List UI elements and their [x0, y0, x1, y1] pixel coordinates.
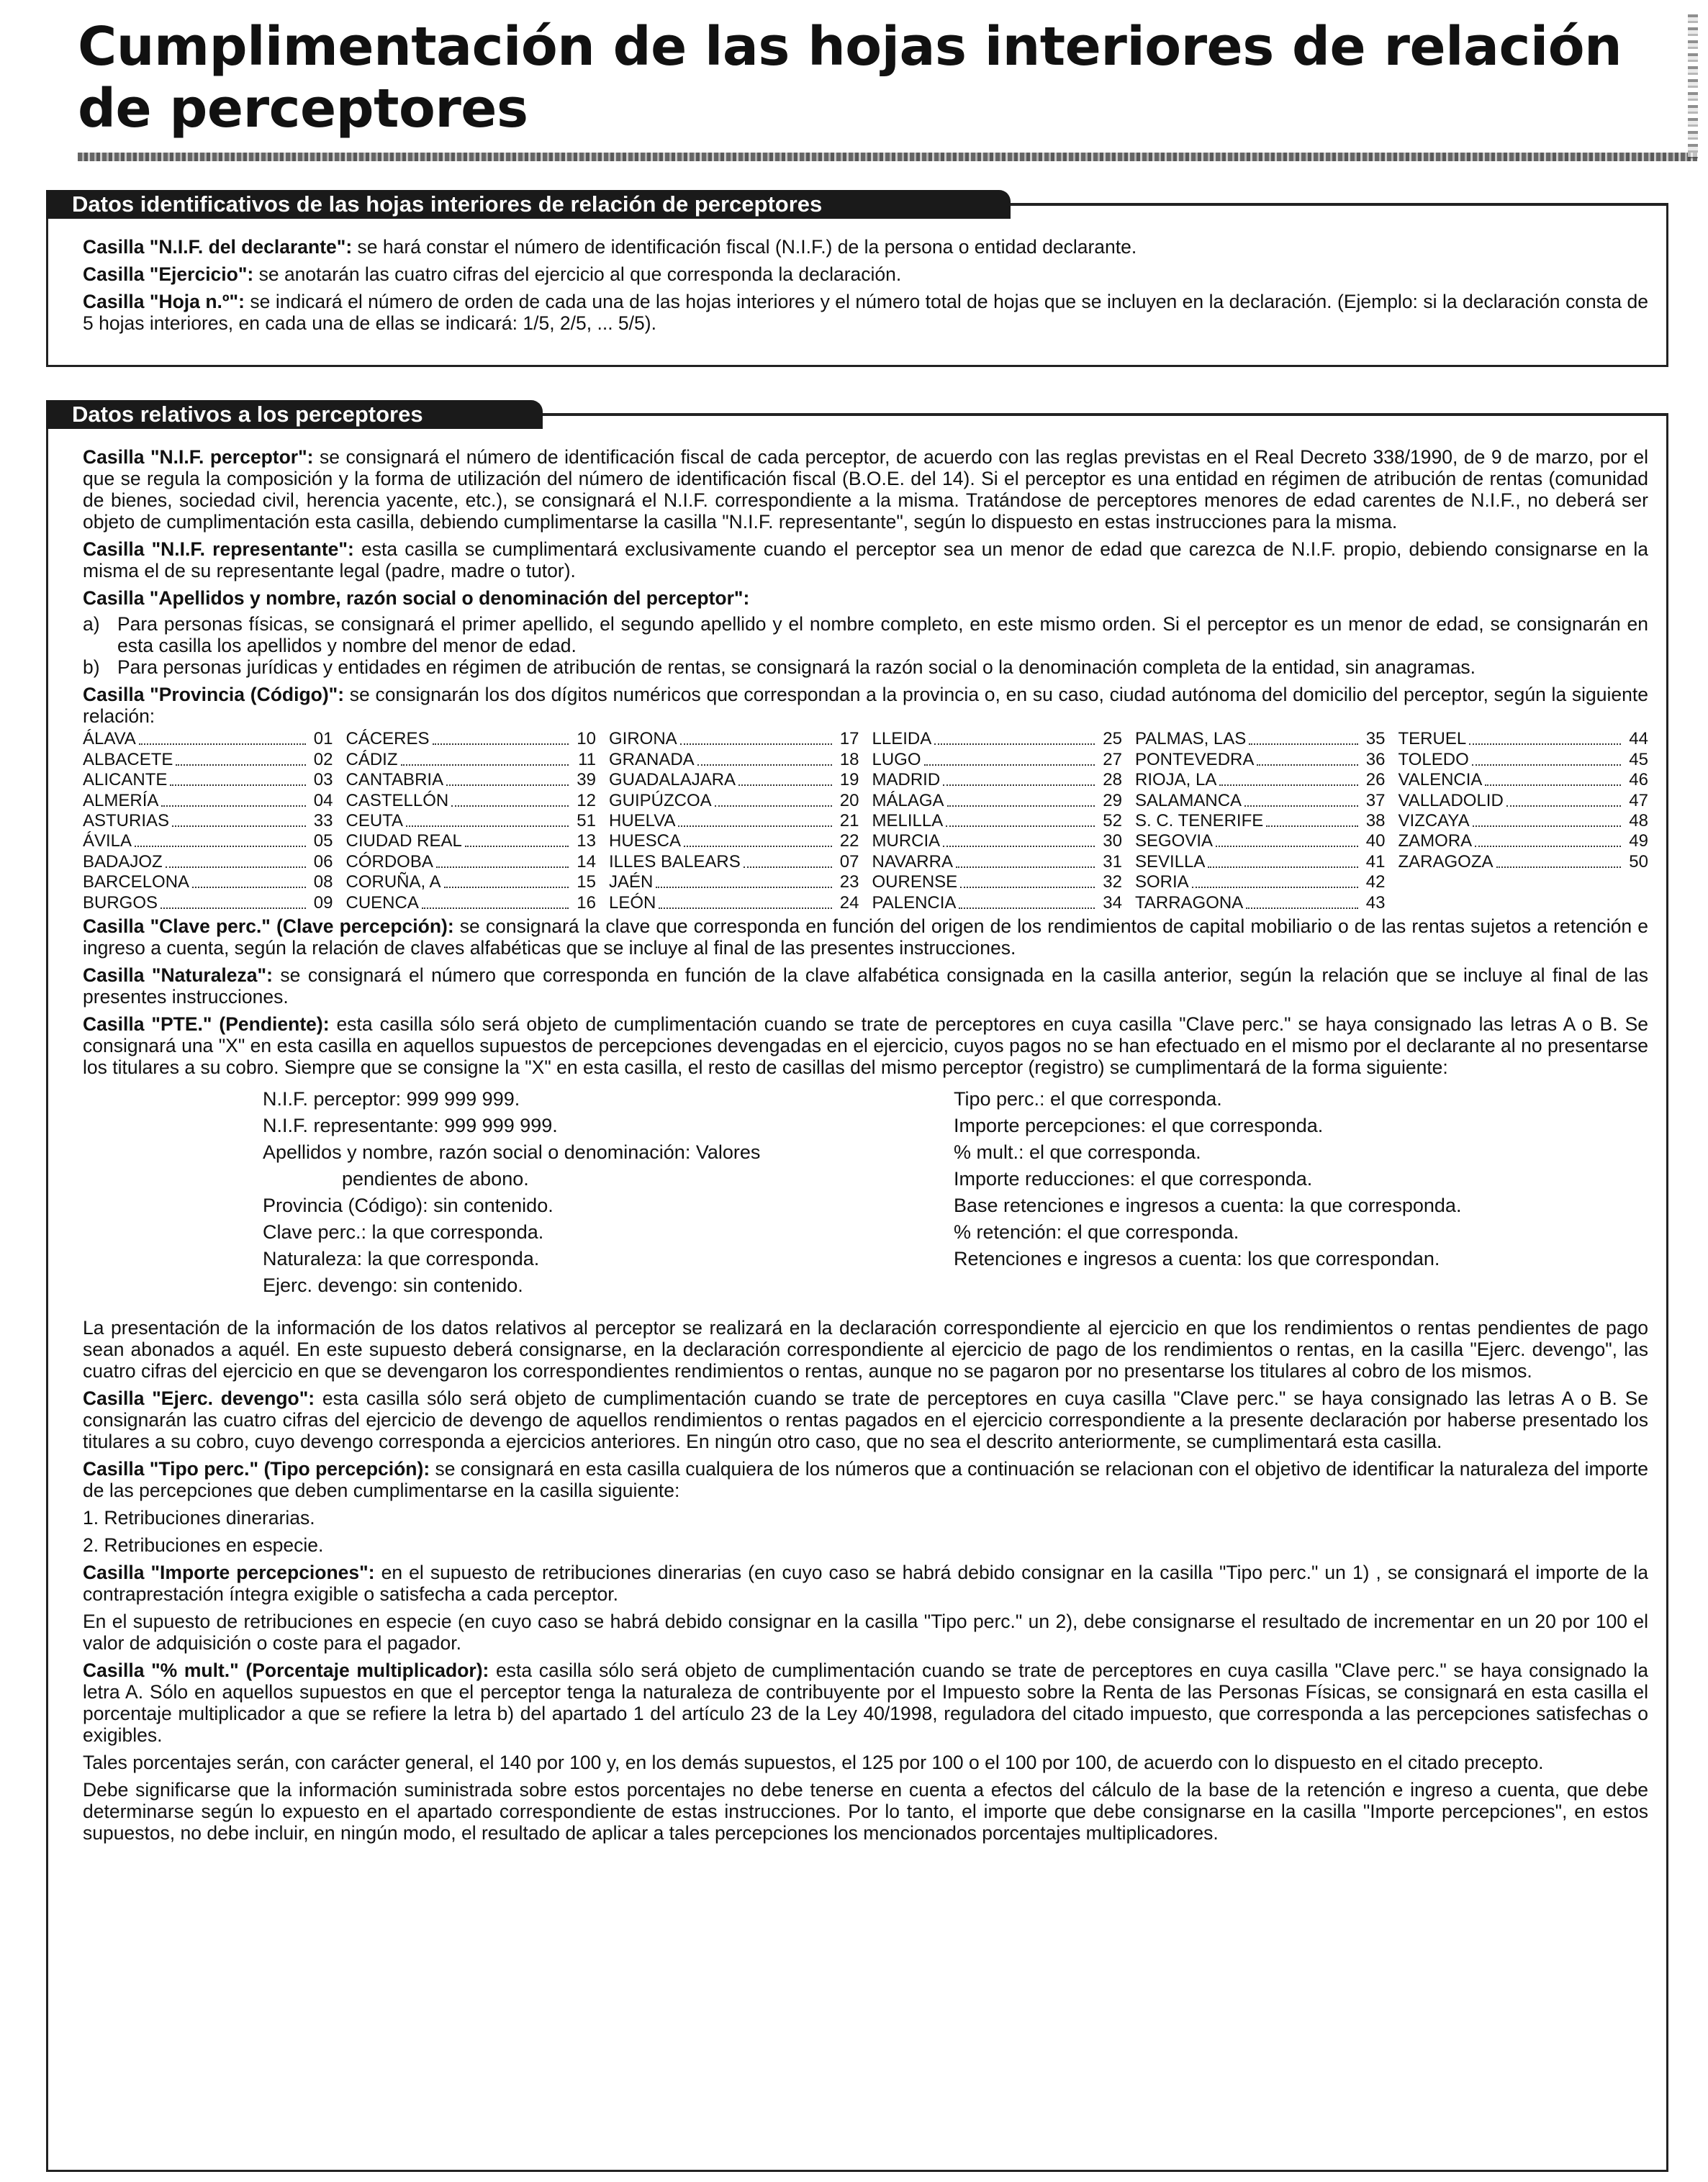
- province-name: MÁLAGA: [872, 790, 944, 810]
- fill-line: Base retenciones e ingresos a cuenta: la que corresponda.: [954, 1194, 1462, 1216]
- province-name: CÁDIZ: [345, 749, 398, 769]
- item-text: se consignarán los dos dígitos numéricos que correspondan a la provincia o, en su caso, ciudad autónoma del domicilio del perceptor, según la siguiente relación:: [83, 684, 1648, 727]
- province-entry: [346, 893, 597, 913]
- province-name: CASTELLÓN: [345, 790, 449, 810]
- province-entry: [872, 873, 1123, 893]
- province-name: VALLADOLID: [1398, 790, 1504, 810]
- dot-leader: [956, 866, 1095, 868]
- province-entry: [1135, 832, 1386, 852]
- province-name: CÓRDOBA: [345, 851, 433, 872]
- province-column: [872, 730, 1123, 914]
- item-label: Casilla "PTE." (Pendiente):: [83, 1013, 330, 1035]
- province-entry: [1399, 832, 1649, 852]
- province-name: ÁLAVA: [83, 729, 136, 749]
- province-entry: [872, 791, 1123, 811]
- province-entry: [609, 771, 859, 791]
- province-entry: [83, 730, 333, 750]
- item-label: Casilla "Ejerc. devengo":: [83, 1387, 315, 1409]
- dot-leader: [444, 887, 569, 888]
- dot-leader: [684, 846, 831, 847]
- title-rule: [78, 153, 1697, 161]
- province-name: ALMERÍA: [83, 790, 159, 810]
- dot-leader: [166, 866, 306, 868]
- province-entry: [1135, 791, 1386, 811]
- dot-leader: [943, 784, 1095, 786]
- province-entry: [83, 812, 333, 832]
- province-code: 41: [1365, 851, 1386, 872]
- province-name: CÁCERES: [345, 729, 430, 749]
- province-code: 13: [577, 831, 596, 851]
- dot-leader: [192, 887, 305, 888]
- dot-leader: [161, 907, 305, 909]
- dot-leader: [170, 784, 305, 786]
- province-code-list: [83, 730, 1648, 914]
- province-entry: [1399, 852, 1649, 872]
- province-entry: [872, 750, 1123, 770]
- province-entry: [83, 852, 333, 872]
- scan-edge-noise: [1688, 14, 1698, 158]
- province-code: 29: [1103, 790, 1122, 810]
- province-entry: [872, 812, 1123, 832]
- province-code: 37: [1365, 790, 1386, 810]
- province-code: 43: [1365, 892, 1386, 913]
- province-code: 17: [839, 729, 859, 749]
- province-name: BARCELONA: [83, 872, 190, 892]
- province-code: 23: [839, 872, 859, 892]
- province-name: SALAMANCA: [1135, 790, 1242, 810]
- item-label: Casilla "Hoja n.º":: [83, 291, 245, 312]
- dot-leader: [1472, 764, 1621, 766]
- apellidos-option-a: [83, 613, 1648, 656]
- province-name: S. C. TENERIFE: [1135, 810, 1264, 830]
- paragraph-presentacion: La presentación de la información de los datos relativos al perceptor se realizará en la declaración correspondiente al ejercicio en que los rendimientos o rentas pendientes de pago sean abonados a aquél. En este supuesto deberá consignarse, en la declaración correspondiente al ejercicio de pago de los rendimientos o rentas, en la casilla "Ejerc. devengo", las cuatro cifras del ejercicio en que se devengaron los correspondientes rendimientos o rentas, aunque no se pagaron por no presentarse los titulares al cobro de los mismos.: [83, 1316, 1648, 1382]
- item-text: se consignará el número de identificación fiscal de cada perceptor, de acuerdo con las reglas previstas en el Real Decreto 338/1990, de 9 de marzo, por el que se regula la composición y la forma de utilización del número de identificación fiscal (B.O.E. del 14). Si el perceptor es una entidad en régimen de atribución de rentas (comunidad de bienes, sociedad civil, herencia yacente, etc.), se consignará el N.I.F. correspondiente a la misma. Tratándose de perceptores menores de edad carentes de N.I.F., no deberá ser objeto de cumplimentación esta casilla, debiendo cumplimentarse la casilla "N.I.F. representante", según lo dispuesto en estas instrucciones para la misma.: [83, 446, 1648, 533]
- province-entry: [1399, 771, 1649, 791]
- item-text: se consignará el número que corresponda en función de la clave alfabética consignada en la casilla anterior, según la relación que se incluye al final de las presentes instrucciones.: [83, 964, 1648, 1008]
- dot-leader: [406, 825, 569, 827]
- item-hoja: [83, 291, 1648, 334]
- province-name: OURENSE: [872, 872, 958, 892]
- dot-leader: [451, 805, 569, 807]
- dot-leader: [433, 743, 569, 745]
- province-entry: [346, 873, 597, 893]
- province-code: 52: [1103, 810, 1122, 830]
- province-name: ASTURIAS: [83, 810, 170, 830]
- province-code: 32: [1103, 872, 1122, 892]
- item-label: Casilla "N.I.F. del declarante":: [83, 236, 353, 258]
- province-name: TARRAGONA: [1135, 892, 1244, 913]
- dot-leader: [659, 907, 831, 909]
- province-code: 39: [577, 770, 596, 790]
- province-name: LLEIDA: [872, 729, 932, 749]
- dot-leader: [959, 907, 1095, 909]
- province-name: VALENCIA: [1398, 770, 1483, 790]
- paragraph-especie: En el supuesto de retribuciones en especie (en cuyo caso se habrá debido consignar en la casilla "Tipo perc." un 2), debe consignarse el resultado de incrementar en un 20 por 100 el valor de adquisición o coste para el pagador.: [83, 1610, 1648, 1654]
- province-name: CANTABRIA: [345, 770, 444, 790]
- dot-leader: [715, 805, 832, 807]
- item-text: en el supuesto de retribuciones dinerarias (en cuyo caso se habrá debido consignar en la casilla "Tipo perc." un 1) , se consignará el importe de la contraprestación íntegra exigible o satisfecha a cada perceptor.: [83, 1561, 1648, 1605]
- province-name: HUESCA: [609, 831, 682, 851]
- province-entry: [1135, 730, 1386, 750]
- province-name: ZARAGOZA: [1398, 851, 1494, 872]
- province-entry: [83, 832, 333, 852]
- tipo-option-2: 2. Retribuciones en especie.: [83, 1534, 324, 1556]
- fill-line: Clave perc.: la que corresponda.: [263, 1221, 544, 1243]
- province-column: [346, 730, 597, 914]
- fill-line: % mult.: el que corresponda.: [954, 1141, 1201, 1163]
- province-code: 44: [1629, 729, 1648, 749]
- province-code: 04: [313, 790, 333, 810]
- dot-leader: [1473, 825, 1621, 827]
- item-text: esta casilla sólo será objeto de cumplimentación cuando se trate de perceptores en cuya casilla "Clave perc." se haya consignado las letras A o B. Se consignará una "X" en esta casilla en aquellos supuestos de percepciones devengadas en el ejercicio, cuyos pagos no se han efectuado en el mismo por el declarante al no presentarse los titulares a su cobro. Siempre que se consigne la "X" en esta casilla, el resto de casillas del mismo perceptor (registro) se cumplimentará de la forma siguiente:: [83, 1013, 1648, 1078]
- province-entry: [609, 873, 859, 893]
- province-entry: [609, 852, 859, 872]
- fill-line: Ejerc. devengo: sin contenido.: [263, 1274, 523, 1296]
- province-entry: [1399, 750, 1649, 770]
- province-entry: [346, 730, 597, 750]
- item-text: se consignará la clave que corresponda en función del origen de los rendimientos de capital mobiliario o de las rentas sujetos a retención e ingreso a cuenta, según la relación de claves alfabéticas que se incluye al final de las presentes instrucciones.: [83, 915, 1649, 959]
- province-name: ILLES BALEARS: [609, 851, 741, 872]
- province-code: 38: [1365, 810, 1386, 830]
- option-text: Para personas jurídicas y entidades en régimen de atribución de rentas, se consignará la razón social o la denominación completa de la entidad, sin anagramas.: [117, 656, 1476, 678]
- dot-leader: [446, 784, 569, 786]
- province-code: 33: [313, 810, 333, 830]
- option-text: Para personas físicas, se consignará el primer apellido, el segundo apellido y el nombre completo, en este mismo orden. Si el perceptor es un menor de edad, se consignarán en esta casilla los apellidos y nombre del menor de edad.: [117, 613, 1648, 656]
- province-name: VIZCAYA: [1398, 810, 1470, 830]
- province-code: 22: [839, 831, 859, 851]
- province-entry: [609, 893, 859, 913]
- province-entry: [83, 771, 333, 791]
- province-name: LEÓN: [609, 892, 656, 913]
- tipo-option-1: 1. Retribuciones dinerarias.: [83, 1506, 315, 1529]
- province-name: ÁVILA: [83, 831, 132, 851]
- item-label: Casilla "Naturaleza":: [83, 964, 273, 986]
- province-code: 14: [577, 851, 596, 872]
- province-code: 09: [313, 892, 333, 913]
- province-code: 34: [1103, 892, 1122, 913]
- item-text: esta casilla se cumplimentará exclusivamente cuando el perceptor sea un menor de edad que carezca de N.I.F. propio, debiendo consignarse en la misma el de su representante legal (padre, madre o tutor).: [83, 538, 1648, 581]
- item-text: se consignará en esta casilla cualquiera de los números que a continuación se relacionan con el objetivo de identificar la naturaleza del importe de las percepciones que deben cumplimentarse en la casilla siguiente:: [83, 1457, 1648, 1501]
- province-entry: [346, 832, 597, 852]
- province-code: 02: [313, 749, 333, 769]
- province-entry: [83, 750, 333, 770]
- item-nif-perceptor: [83, 446, 1648, 533]
- province-entry: [1135, 873, 1386, 893]
- province-name: GIRONA: [609, 729, 677, 749]
- dot-leader: [1219, 784, 1357, 786]
- pte-fill-left: [263, 1088, 839, 1301]
- province-entry: [346, 771, 597, 791]
- dot-leader: [744, 866, 832, 868]
- dot-leader: [946, 825, 1095, 827]
- province-entry: [1399, 812, 1649, 832]
- item-text: se indicará el número de orden de cada una de las hojas interiores y el número total de hojas que se incluyen en la declaración. (Ejemplo: si la declaración consta de 5 hojas interiores, en cada una de ellas se indicará: 1/5, 2/5, ... 5/5).: [83, 291, 1648, 334]
- dot-leader: [1216, 846, 1357, 847]
- dot-leader: [1246, 907, 1357, 909]
- item-importe-percepciones: [83, 1562, 1648, 1605]
- province-name: CUENCA: [345, 892, 419, 913]
- fill-line: pendientes de abono.: [342, 1167, 529, 1190]
- item-ejercicio: [83, 263, 1648, 285]
- item-text: se anotarán las cuatro cifras del ejercicio al que corresponda la declaración.: [253, 263, 902, 285]
- province-code: 12: [577, 790, 596, 810]
- dot-leader: [1475, 846, 1621, 847]
- item-pte: [83, 1013, 1648, 1078]
- province-name: HUELVA: [609, 810, 676, 830]
- fill-line: Apellidos y nombre, razón social o denominación: Valores: [263, 1141, 761, 1163]
- fill-line: N.I.F. representante: 999 999 999.: [263, 1114, 558, 1136]
- fill-line: % retención: el que corresponda.: [954, 1221, 1239, 1243]
- item-nif-representante: [83, 538, 1648, 581]
- dot-leader: [697, 764, 832, 766]
- dot-leader: [678, 825, 831, 827]
- option-marker: a): [83, 613, 100, 635]
- province-code: 35: [1365, 729, 1386, 749]
- pte-fill-right: [954, 1088, 1601, 1301]
- province-code: 19: [839, 770, 859, 790]
- province-code: 30: [1103, 831, 1122, 851]
- section-identificativos-body: [83, 236, 1648, 340]
- apellidos-option-b: [83, 656, 1648, 678]
- item-provincia: [83, 684, 1648, 727]
- province-code: 11: [578, 749, 596, 769]
- province-code: 03: [313, 770, 333, 790]
- province-name: JAÉN: [609, 872, 654, 892]
- province-code: 08: [313, 872, 333, 892]
- dot-leader: [924, 764, 1095, 766]
- item-apellidos-heading: [83, 587, 1648, 609]
- item-naturaleza: [83, 964, 1648, 1008]
- item-text: se hará constar el número de identificación fiscal (N.I.F.) de la persona o entidad declarante.: [352, 236, 1137, 258]
- province-name: PALENCIA: [872, 892, 957, 913]
- province-entry: [83, 893, 333, 913]
- dot-leader: [161, 805, 305, 807]
- dot-leader: [947, 805, 1095, 807]
- item-label: Casilla "Importe percepciones":: [83, 1561, 375, 1583]
- province-name: GUADALAJARA: [609, 770, 736, 790]
- dot-leader: [1208, 866, 1357, 868]
- province-entry: [609, 791, 859, 811]
- province-name: BURGOS: [83, 892, 158, 913]
- province-code: 46: [1629, 770, 1648, 790]
- province-entry: [1135, 771, 1386, 791]
- province-code: 36: [1365, 749, 1386, 769]
- province-name: LUGO: [872, 749, 921, 769]
- province-name: MURCIA: [872, 831, 941, 851]
- province-code: 15: [577, 872, 596, 892]
- dot-leader: [1192, 887, 1358, 888]
- province-entry: [872, 771, 1123, 791]
- province-column: [1399, 730, 1649, 914]
- item-text: esta casilla sólo será objeto de cumplimentación cuando se trate de perceptores en cuya casilla "Clave perc." se haya consignado la letra A. Sólo en aquellos supuestos en que el perceptor tenga la naturaleza de contribuyente por el Impuesto sobre la Renta de las Personas Físicas, se consignará en esta casilla el porcentaje multiplicador a que se refiere la letra b) del apartado 1 del artículo 23 de la Ley 40/1998, reguladora del citado impuesto, que corresponda a las percepciones satisfechas o exigibles.: [83, 1659, 1648, 1746]
- dot-leader: [934, 743, 1095, 745]
- province-code: 31: [1103, 851, 1122, 872]
- province-code: 05: [313, 831, 333, 851]
- fill-line: Retenciones e ingresos a cuenta: los que correspondan.: [954, 1247, 1440, 1269]
- province-name: BADAJOZ: [83, 851, 163, 872]
- item-label: Casilla "Provincia (Código)":: [83, 684, 345, 705]
- province-entry: [1399, 791, 1649, 811]
- item-tipo-perc: [83, 1458, 1648, 1501]
- dot-leader: [465, 846, 569, 847]
- item-mult: [83, 1660, 1648, 1746]
- dot-leader: [436, 866, 569, 868]
- province-column: [609, 730, 859, 914]
- province-column: [1135, 730, 1386, 914]
- province-code: 07: [839, 851, 859, 872]
- dot-leader: [1266, 825, 1357, 827]
- province-name: GRANADA: [609, 749, 695, 769]
- province-entry: [83, 873, 333, 893]
- province-name: TOLEDO: [1398, 749, 1469, 769]
- province-code: 24: [839, 892, 859, 913]
- province-name: NAVARRA: [872, 851, 953, 872]
- province-code: 40: [1365, 831, 1386, 851]
- province-code: 06: [313, 851, 333, 872]
- province-name: ALICANTE: [83, 770, 168, 790]
- province-name: CEUTA: [345, 810, 404, 830]
- dot-leader: [960, 887, 1095, 888]
- page-title: Cumplimentación de las hojas interiores de relación de perceptores: [78, 16, 1622, 140]
- province-code: 26: [1365, 770, 1386, 790]
- dot-leader: [656, 887, 831, 888]
- province-code: 45: [1629, 749, 1648, 769]
- section-perceptores-body: [83, 446, 1648, 1850]
- province-code: 27: [1103, 749, 1122, 769]
- item-clave: [83, 915, 1648, 959]
- fill-line: Tipo perc.: el que corresponda.: [954, 1087, 1222, 1110]
- province-name: ZAMORA: [1398, 831, 1473, 851]
- item-label: Casilla "Clave perc." (Clave percepción):: [83, 915, 454, 937]
- province-entry: [872, 730, 1123, 750]
- province-name: TERUEL: [1398, 729, 1467, 749]
- item-ejerc-devengo: [83, 1387, 1648, 1452]
- province-name: SORIA: [1135, 872, 1189, 892]
- dot-leader: [1249, 743, 1357, 745]
- province-code: 21: [839, 810, 859, 830]
- dot-leader: [1469, 743, 1621, 745]
- province-name: MADRID: [872, 770, 941, 790]
- province-code: 50: [1629, 851, 1648, 872]
- province-entry: [872, 852, 1123, 872]
- province-code: 42: [1365, 872, 1386, 892]
- province-entry: [83, 791, 333, 811]
- province-entry: [609, 812, 859, 832]
- province-name: CORUÑA, A: [345, 872, 441, 892]
- item-label: Casilla "N.I.F. representante":: [83, 538, 354, 560]
- item-label: Casilla "N.I.F. perceptor":: [83, 446, 314, 468]
- province-name: GUIPÚZCOA: [609, 790, 712, 810]
- province-name: SEVILLA: [1135, 851, 1206, 872]
- fill-line: Naturaleza: la que corresponda.: [263, 1247, 540, 1269]
- province-entry: [1135, 893, 1386, 913]
- dot-leader: [176, 764, 305, 766]
- item-label: Casilla "% mult." (Porcentaje multiplicador):: [83, 1659, 489, 1681]
- paragraph-debe: Debe significarse que la información suministrada sobre estos porcentajes no debe tenerse en cuenta a efectos del cálculo de la base de la retención e ingreso a cuenta, que debe determinarse según lo expuesto en el apartado correspondiente de estas instrucciones. Por lo tanto, el importe que debe consignarse en la casilla "Importe percepciones", en estos supuestos, no debe incluir, en ningún modo, el resultado de aplicar a tales percepciones los mencionados porcentajes multiplicadores.: [83, 1778, 1648, 1844]
- province-entry: [346, 791, 597, 811]
- province-entry: [346, 852, 597, 872]
- province-entry: [609, 832, 859, 852]
- pte-fill-block: [83, 1088, 1648, 1301]
- province-name: MELILLA: [872, 810, 944, 830]
- option-marker: b): [83, 656, 100, 678]
- fill-line: Provincia (Código): sin contenido.: [263, 1194, 553, 1216]
- province-name: PONTEVEDRA: [1135, 749, 1255, 769]
- dot-leader: [1485, 784, 1621, 786]
- province-code: 51: [577, 810, 596, 830]
- fill-line: Importe percepciones: el que corresponda.: [954, 1114, 1324, 1136]
- dot-leader: [135, 846, 305, 847]
- province-entry: [346, 812, 597, 832]
- dot-leader: [738, 784, 831, 786]
- province-entry: [346, 750, 597, 770]
- item-text: esta casilla sólo será objeto de cumplimentación cuando se trate de perceptores en cuya casilla "Clave perc." se haya consignado las letras A o B. Se consignarán las cuatro cifras del ejercicio de devengo de aquellos rendimientos o rentas pagados en el ejercicio correspondiente a la presente declaración por haberse presentado los titulares a su cobro, cuyo devengo corresponda a ejercicios anteriores. En ningún otro caso, que no sea el descrito anteriormente, se cumplimentará esta casilla.: [83, 1387, 1648, 1452]
- dot-leader: [1496, 866, 1621, 868]
- province-entry: [609, 730, 859, 750]
- province-code: 25: [1103, 729, 1122, 749]
- province-code: 10: [577, 729, 596, 749]
- province-code: 18: [839, 749, 859, 769]
- dot-leader: [139, 743, 306, 745]
- dot-leader: [943, 846, 1095, 847]
- province-name: RIOJA, LA: [1135, 770, 1217, 790]
- province-code: 47: [1629, 790, 1648, 810]
- province-name: SEGOVIA: [1135, 831, 1214, 851]
- province-name: CIUDAD REAL: [345, 831, 462, 851]
- paragraph-tales: Tales porcentajes serán, con carácter general, el 140 por 100 y, en los demás supuestos, el 125 por 100 o el 100 por 100, de acuerdo con lo dispuesto en el citado precepto.: [83, 1751, 1544, 1773]
- item-label: Casilla "Tipo perc." (Tipo percepción):: [83, 1457, 430, 1480]
- dot-leader: [172, 825, 305, 827]
- province-code: 48: [1629, 810, 1648, 830]
- province-name: PALMAS, LAS: [1135, 729, 1247, 749]
- province-code: 20: [839, 790, 859, 810]
- province-entry: [1135, 812, 1386, 832]
- item-label: Casilla "Ejercicio":: [83, 263, 254, 285]
- province-code: 28: [1103, 770, 1122, 790]
- province-column: [83, 730, 333, 914]
- item-label: Casilla "Apellidos y nombre, razón social o denominación del perceptor":: [83, 587, 750, 609]
- province-entry: [1135, 852, 1386, 872]
- province-code: 16: [577, 892, 596, 913]
- dot-leader: [1506, 805, 1621, 807]
- dot-leader: [680, 743, 832, 745]
- dot-leader: [1257, 764, 1357, 766]
- province-entry: [609, 750, 859, 770]
- dot-leader: [1244, 805, 1357, 807]
- province-code: 49: [1629, 831, 1648, 851]
- province-name: ALBACETE: [83, 749, 173, 769]
- fill-line: N.I.F. perceptor: 999 999 999.: [263, 1087, 520, 1110]
- section-perceptores-tab: Datos relativos a los perceptores: [46, 400, 543, 429]
- province-entry: [1135, 750, 1386, 770]
- province-code: 01: [313, 729, 333, 749]
- dot-leader: [422, 907, 569, 909]
- province-entry: [872, 893, 1123, 913]
- fill-line: Importe reducciones: el que corresponda.: [954, 1167, 1313, 1190]
- province-entry: [1399, 730, 1649, 750]
- dot-leader: [401, 764, 569, 766]
- section-identificativos-tab: Datos identificativos de las hojas interiores de relación de perceptores: [46, 190, 1011, 219]
- item-nif-declarante: [83, 236, 1648, 258]
- province-entry: [872, 832, 1123, 852]
